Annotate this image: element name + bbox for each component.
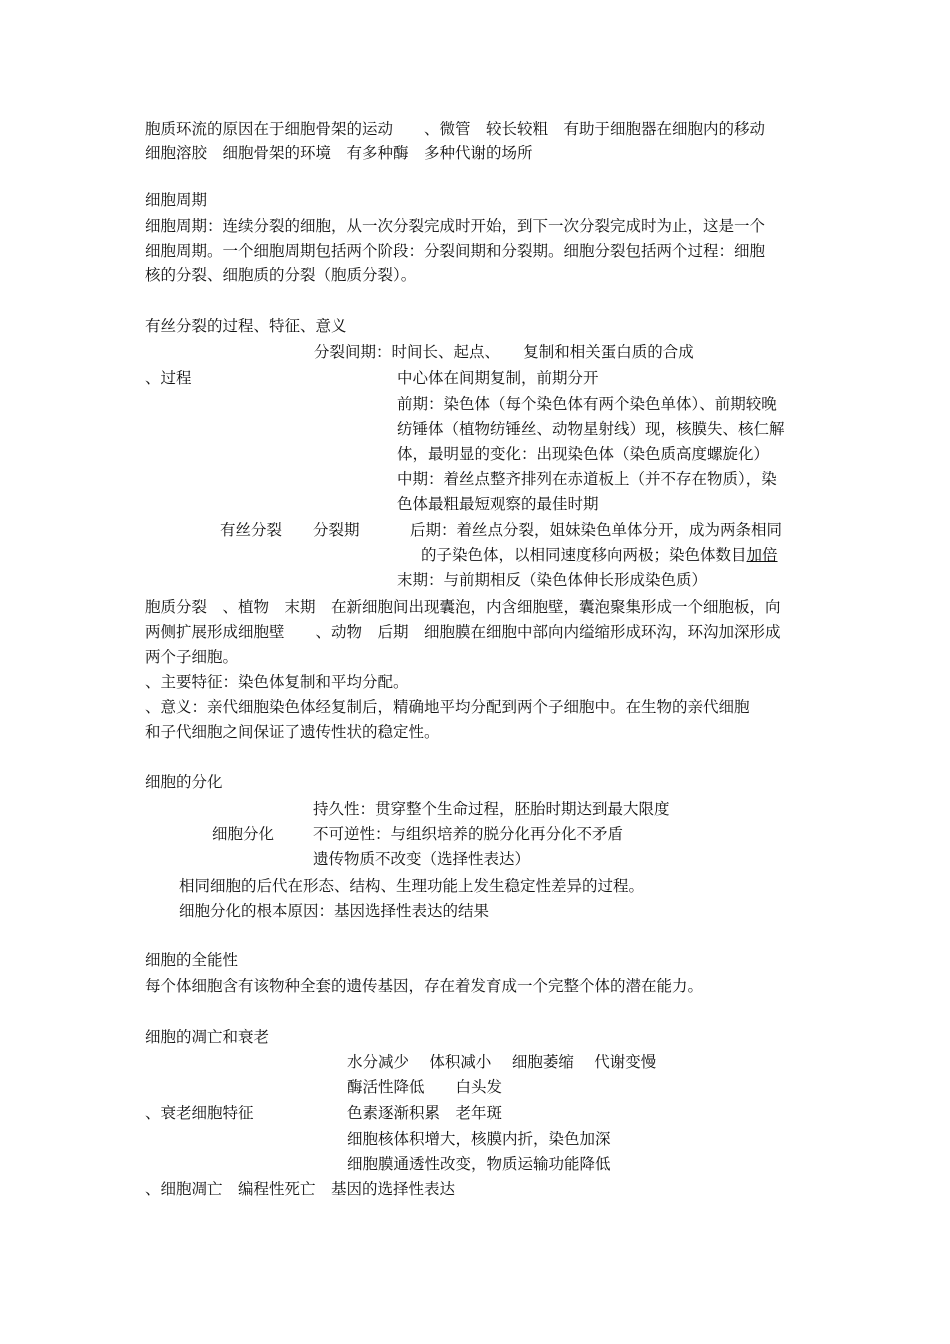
centrosome-line: 中心体在间期复制，前期分开 [397,369,599,387]
prophase-line-2: 纺锤体（植物纺锤丝、动物星射线）现，核膜失、核仁解 [397,420,785,438]
genetic-material-line: 遗传物质不改变（选择性表达） [313,850,531,868]
mitosis-label: 有丝分裂 [220,521,283,539]
cytokinesis-line-2: 两侧扩展形成细胞壁 、动物 后期 细胞膜在细胞中部向内缢缩形成环沟，环沟加深形成 [145,623,781,641]
differentiation-definition: 相同细胞的后代在形态、结构、生理功能上发生稳定性差异的过程。 [179,877,645,895]
anaphase-line-2 [421,545,778,565]
prophase-line-3: 体，最明显的变化：出现染色体（染色质高度螺旋化） [397,445,770,463]
significance-line-2: 和子代细胞之间保证了遗传性状的稳定性。 [145,723,440,741]
totipotency-heading: 细胞的全能性 [145,951,239,969]
anaphase-line-1: 后期：着丝点分裂，姐妹染色单体分开，成为两条相同 [410,521,783,539]
differentiation-heading: 细胞的分化 [145,773,223,791]
prophase-line-1: 前期：染色体（每个染色体有两个染色单体）、前期较晚 [397,395,777,413]
persistence-line: 持久性：贯穿整个生命过程，胚胎时期达到最大限度 [313,800,670,818]
cytokinesis-line-1: 胞质分裂 、植物 末期 在新细胞间出现囊泡，内含细胞壁，囊泡聚集形成一个细胞板，向 [145,598,781,616]
anaphase-line-2-text: 的子染色体，以相同速度移向两极；染色体数目 [421,546,747,564]
aging-feature-1: 水分减少 体积减小 细胞萎缩 代谢变慢 [347,1053,657,1071]
cytokinesis-line-3: 两个子细胞。 [145,648,239,666]
differentiation-cause: 细胞分化的根本原因：基因选择性表达的结果 [179,902,490,920]
aging-feature-5: 细胞膜通透性改变，物质运输功能降低 [347,1155,611,1173]
intro-line-2: 细胞溶胶 细胞骨架的环境 有多种酶 多种代谢的场所 [145,144,533,162]
totipotency-text: 每个体细胞含有该物种全套的遗传基因，存在着发育成一个完整个体的潜在能力。 [145,977,704,995]
aging-feature-3: 色素逐渐积累 老年斑 [347,1104,503,1122]
cell-cycle-paragraph-line-3: 核的分裂、细胞质的分裂（胞质分裂）。 [145,266,417,284]
doubled-underlined: 加倍 [746,546,778,564]
cell-cycle-paragraph-line-2: 细胞周期。一个细胞周期包括两个阶段：分裂间期和分裂期。细胞分裂包括两个过程：细胞 [145,242,766,260]
aging-heading: 细胞的凋亡和衰老 [145,1028,270,1046]
process-label: 、过程 [145,369,192,387]
cell-cycle-paragraph-line-1: 细胞周期：连续分裂的细胞，从一次分裂完成时开始，到下一次分裂完成时为止，这是一个 [145,217,766,235]
intro-line-1: 胞质环流的原因在于细胞骨架的运动 、微管 较长较粗 有助于细胞器在细胞内的移动 [145,120,766,138]
mitosis-heading: 有丝分裂的过程、特征、意义 [145,317,347,335]
aging-label: 、衰老细胞特征 [145,1104,254,1122]
aging-feature-2: 酶活性降低 白头发 [347,1078,503,1096]
telophase-line: 末期：与前期相反（染色体伸长形成染色质） [397,571,708,589]
significance-line-1: 、意义：亲代细胞染色体经复制后，精确地平均分配到两个子细胞中。在生物的亲代细胞 [145,698,750,716]
interphase-line: 分裂间期：时间长、起点、 复制和相关蛋白质的合成 [314,343,694,361]
aging-feature-4: 细胞核体积增大，核膜内折，染色加深 [347,1130,611,1148]
m-phase-label: 分裂期 [313,521,360,539]
main-feature-line: 、主要特征：染色体复制和平均分配。 [145,673,409,691]
metaphase-line-2: 色体最粗最短观察的最佳时期 [397,495,599,513]
apoptosis-line: 、细胞凋亡 编程性死亡 基因的选择性表达 [145,1180,456,1198]
metaphase-line-1: 中期：着丝点整齐排列在赤道板上（并不存在物质），染 [397,470,777,488]
cell-cycle-heading: 细胞周期 [145,191,208,209]
irreversible-line: 不可逆性：与组织培养的脱分化再分化不矛盾 [313,825,624,843]
differentiation-label: 细胞分化 [212,825,275,843]
